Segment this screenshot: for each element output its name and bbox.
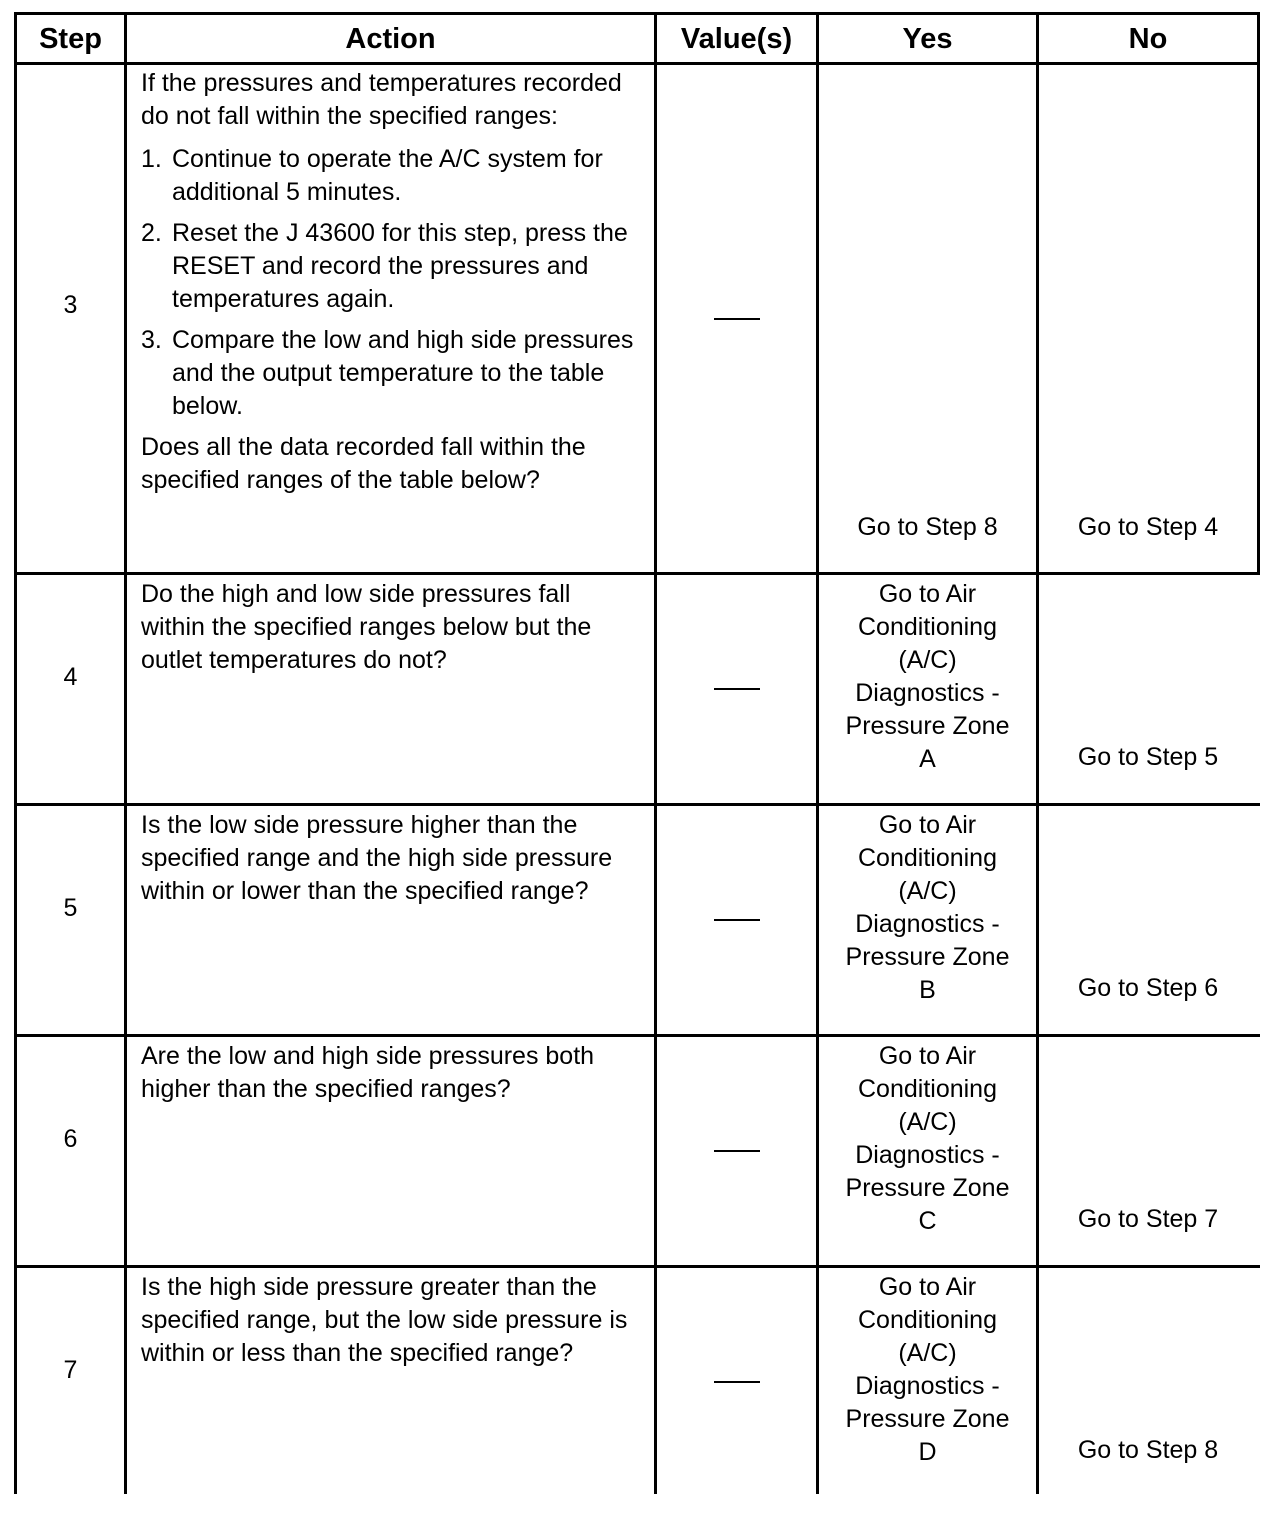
yes-cell — [819, 65, 1036, 544]
step-number: 6 — [63, 1125, 78, 1153]
value-dash — [714, 1381, 760, 1383]
list-item: 3. Compare the low and high side pressures and the output temperature to the table below. — [141, 326, 634, 420]
header-values: Value(s) — [680, 22, 793, 55]
header-yes: Yes — [902, 22, 953, 55]
diagnostic-table — [14, 12, 1260, 1494]
value-dash — [714, 318, 760, 320]
no-cell — [1039, 1037, 1257, 1236]
header-no: No — [1128, 22, 1168, 55]
table-border-right — [1257, 12, 1260, 574]
value-cell — [657, 65, 816, 572]
value-cell — [657, 1268, 816, 1496]
step-number: 4 — [63, 663, 78, 691]
action-steps-list — [141, 143, 641, 423]
action-question: Does all the data recorded fall within the specified ranges of the table below? — [141, 433, 586, 494]
value-cell — [657, 806, 816, 1034]
no-link: Go to Step 4 — [1077, 513, 1219, 541]
value-cell — [657, 575, 816, 803]
action-text: Is the high side pressure greater than the specified range, but the low side pressure is within or less than the specified range? — [141, 1273, 628, 1367]
action-intro: If the pressures and temperatures recorded do not fall within the specified ranges: — [141, 69, 622, 130]
value-dash — [714, 919, 760, 921]
no-link: Go to Step 8 — [1077, 1436, 1219, 1464]
action-text: Is the low side pressure higher than the specified range and the high side pressure within or lower than the specified range? — [141, 811, 613, 905]
action-text — [141, 67, 641, 497]
no-link: Go to Step 5 — [1077, 743, 1219, 771]
yes-cell: Go to Air Conditioning (A/C) Diagnostics - Pressure Zone B — [845, 811, 1010, 1004]
value-dash — [714, 688, 760, 690]
value-cell — [657, 1037, 816, 1265]
value-dash — [714, 1150, 760, 1152]
yes-link: Go to Step 8 — [857, 513, 998, 541]
no-cell — [1039, 806, 1257, 1005]
action-text: Are the low and high side pressures both higher than the specified ranges? — [141, 1042, 595, 1103]
step-number: 7 — [63, 1356, 78, 1384]
header-step: Step — [39, 22, 102, 55]
yes-cell: Go to Air Conditioning (A/C) Diagnostics - Pressure Zone A — [845, 580, 1010, 773]
yes-cell: Go to Air Conditioning (A/C) Diagnostics - Pressure Zone C — [845, 1042, 1010, 1235]
list-item: 2. Reset the J 43600 for this step, press the RESET and record the pressures and temperatures again. — [141, 219, 628, 313]
column-divider — [124, 12, 127, 1494]
no-cell — [1039, 575, 1257, 774]
yes-cell: Go to Air Conditioning (A/C) Diagnostics - Pressure Zone D — [845, 1273, 1010, 1466]
no-cell — [1039, 65, 1257, 544]
list-item: 1. Continue to operate the A/C system for additional 5 minutes. — [141, 145, 603, 206]
action-text: Do the high and low side pressures fall within the specified ranges below but the outlet temperatures do not? — [141, 580, 592, 674]
step-number: 3 — [63, 290, 78, 319]
step-number: 5 — [63, 894, 78, 922]
no-link: Go to Step 7 — [1077, 1205, 1219, 1233]
no-cell — [1039, 1268, 1257, 1467]
no-link: Go to Step 6 — [1077, 974, 1219, 1002]
header-action: Action — [345, 22, 436, 55]
